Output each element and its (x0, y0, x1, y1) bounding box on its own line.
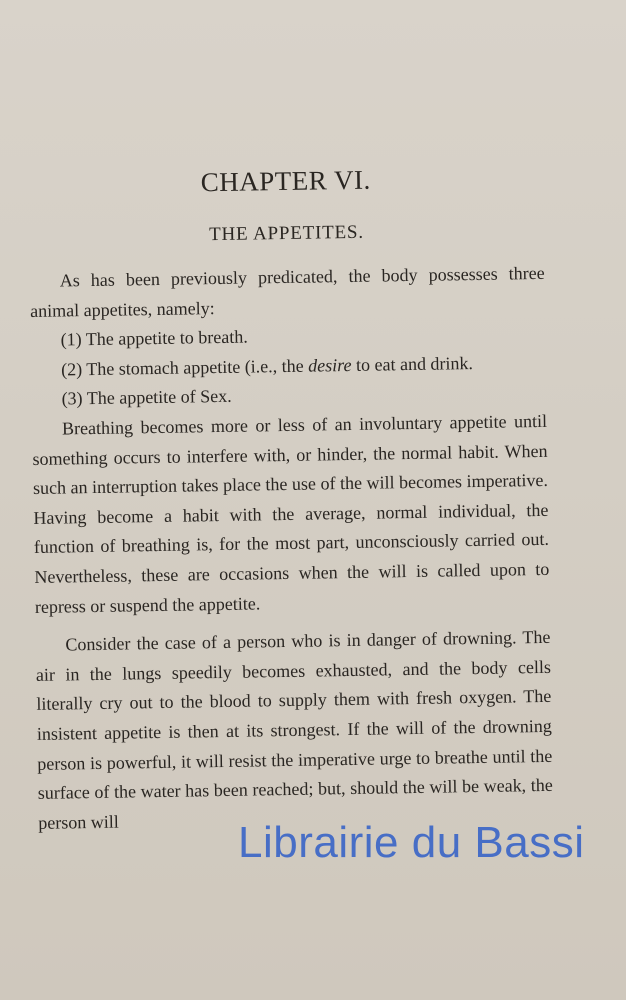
watermark: Librairie du Bassi (238, 818, 585, 867)
italic-desire: desire (308, 354, 352, 376)
page-text (28, 162, 553, 838)
paragraph-drowning: Consider the case of a person who is in danger of drowning. The air in the lungs speedily becomes exhausted, and the body cells literally cry out to the blood to supply them with fresh oxygen. The insistent appetite is then at its strongest. If the will of the drowning person is powerful, it will resist the imperative urge to breathe until the surface of the water has been reached; but, should the will be weak, the person will (35, 626, 553, 833)
chapter-title: CHAPTER VI. (200, 164, 371, 198)
list-item-breath: (1) The appetite to breath. (60, 326, 248, 350)
list-item-stomach-start: (2) The stomach appetite (i.e., the (60, 355, 309, 380)
list-item-sex: (3) The appetite of Sex. (61, 386, 232, 409)
paragraph-breathing: Breathing becomes more or less of an involuntary appetite until something occurs to interfere with, or hinder, the normal habit. When such an interruption takes place the use of the will becomes imperative. Having become a habit with the average, normal individual, the function of breathing is, for the most part, unconsciously carried out. Nevertheless, these are occasions when the will is called upon to repress or suspend the appetite. (32, 410, 550, 617)
section-title: THE APPETITES. (208, 221, 365, 246)
list-item-stomach-end: to eat and drink. (351, 352, 474, 375)
paragraph-intro: As has been previously predicated, the body possesses three animal appetites, namely: (30, 262, 545, 321)
